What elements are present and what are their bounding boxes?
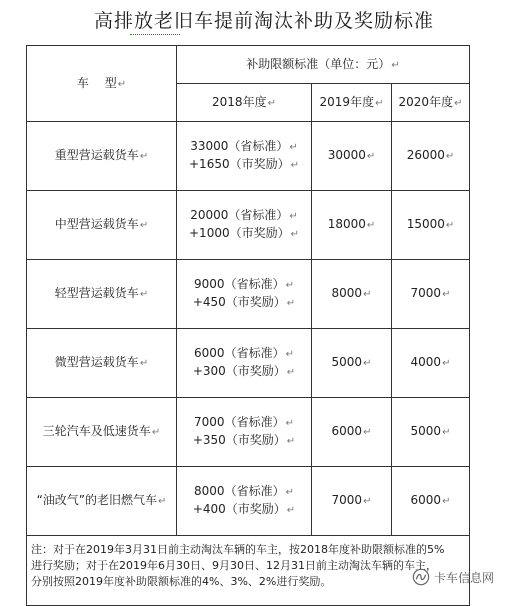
paragraph-mark-icon: ↵ bbox=[445, 220, 455, 231]
paragraph-mark-icon: ↵ bbox=[139, 220, 149, 231]
paragraph-mark-icon: ↵ bbox=[286, 436, 296, 447]
year-2018-cell: 33000（省标准）↵ +1650（市奖励）↵ bbox=[177, 122, 312, 191]
paragraph-mark-icon: ↵ bbox=[285, 487, 294, 498]
vehicle-type-cell: 三轮汽车及低速货车↵ bbox=[27, 398, 177, 467]
year-2020-cell: 7000↵ bbox=[392, 260, 470, 329]
year-2020-cell: 5000↵ bbox=[392, 398, 470, 467]
paragraph-mark-icon: ↵ bbox=[286, 505, 296, 516]
watermark bbox=[412, 566, 494, 588]
year-2018-cell: 8000（省标准）↵ +400（市奖励）↵ bbox=[177, 467, 312, 536]
table-note bbox=[27, 536, 470, 606]
paragraph-mark-icon: ↵ bbox=[267, 97, 276, 109]
paragraph-mark-icon: ↵ bbox=[151, 427, 161, 438]
year-2018-cell: 6000（省标准）↵ +300（市奖励）↵ bbox=[177, 329, 312, 398]
paragraph-mark-icon: ↵ bbox=[289, 211, 298, 222]
header-row-1 bbox=[27, 46, 470, 84]
paragraph-mark-icon: ↵ bbox=[375, 97, 384, 109]
table-row bbox=[27, 191, 470, 260]
year-2020-cell: 26000↵ bbox=[392, 122, 470, 191]
wechat-channel-icon bbox=[412, 568, 430, 586]
paragraph-mark-icon: ↵ bbox=[139, 358, 149, 369]
vehicle-type-cell: 中型营运载货车↵ bbox=[27, 191, 177, 260]
paragraph-mark-icon: ↵ bbox=[285, 349, 294, 360]
year-2018-cell: 20000（省标准）↵ +1000（市奖励）↵ bbox=[177, 191, 312, 260]
paragraph-mark-icon: ↵ bbox=[366, 151, 376, 162]
year-2019-cell: 8000↵ bbox=[312, 260, 392, 329]
paragraph-mark-icon: ↵ bbox=[286, 367, 296, 378]
header-year-2020: 2020年度↵ bbox=[392, 84, 470, 122]
note-line: 注：对于在2019年3月31日前主动淘汰车辆的车主，按2018年度补助限额标准的5% bbox=[31, 543, 445, 556]
table-row bbox=[27, 122, 470, 191]
paragraph-mark-icon: ↵ bbox=[285, 418, 294, 429]
paragraph-mark-icon: ↵ bbox=[117, 78, 127, 90]
paragraph-mark-icon: ↵ bbox=[286, 298, 296, 309]
paragraph-mark-icon: ↵ bbox=[363, 496, 372, 507]
paragraph-mark-icon: ↵ bbox=[363, 289, 372, 300]
year-2020-cell: 4000↵ bbox=[392, 329, 470, 398]
paragraph-mark-icon: ↵ bbox=[442, 496, 451, 507]
paragraph-mark-icon: ↵ bbox=[363, 358, 372, 369]
vehicle-type-cell: 微型营运载货车↵ bbox=[27, 329, 177, 398]
paragraph-mark-icon: ↵ bbox=[290, 160, 299, 171]
paragraph-mark-icon: ↵ bbox=[442, 427, 451, 438]
vehicle-type-cell: 重型营运载货车↵ bbox=[27, 122, 177, 191]
year-2019-cell: 30000↵ bbox=[312, 122, 392, 191]
year-2018-cell: 9000（省标准）↵ +450（市奖励）↵ bbox=[177, 260, 312, 329]
year-2019-cell: 6000↵ bbox=[312, 398, 392, 467]
paragraph-mark-icon: ↵ bbox=[290, 229, 299, 240]
header-year-2019: 2019年度↵ bbox=[312, 84, 392, 122]
paragraph-mark-icon: ↵ bbox=[139, 151, 149, 162]
year-2019-cell: 5000↵ bbox=[312, 329, 392, 398]
paragraph-mark-icon: ↵ bbox=[285, 280, 294, 291]
watermark-text: 卡车信息网 bbox=[434, 570, 495, 585]
vehicle-type-cell: “油改气”的老旧燃气车↵ bbox=[27, 467, 177, 536]
spellcheck-underline bbox=[130, 32, 180, 35]
paragraph-mark-icon: ↵ bbox=[363, 427, 372, 438]
paragraph-mark-icon: ↵ bbox=[289, 142, 298, 153]
paragraph-mark-icon: ↵ bbox=[454, 97, 463, 109]
year-2020-cell: 15000↵ bbox=[392, 191, 470, 260]
subsidy-table bbox=[26, 45, 470, 606]
year-2020-cell: 6000↵ bbox=[392, 467, 470, 536]
paragraph-mark-icon: ↵ bbox=[442, 289, 451, 300]
note-line: 进行奖励；对于在2019年6月30日、9月30日、12月31日前主动淘汰车辆的车主， bbox=[31, 559, 437, 572]
year-2019-cell: 7000↵ bbox=[312, 467, 392, 536]
table-row bbox=[27, 467, 470, 536]
paragraph-mark-icon: ↵ bbox=[391, 59, 400, 71]
table-row bbox=[27, 398, 470, 467]
year-2019-cell: 18000↵ bbox=[312, 191, 392, 260]
paragraph-mark-icon: ↵ bbox=[445, 151, 455, 162]
header-vehicle-type: 车 型↵ bbox=[27, 46, 177, 122]
table-row bbox=[27, 329, 470, 398]
header-year-2018: 2018年度↵ bbox=[177, 84, 312, 122]
paragraph-mark-icon: ↵ bbox=[139, 289, 149, 300]
paragraph-mark-icon: ↵ bbox=[366, 220, 376, 231]
table-row bbox=[27, 260, 470, 329]
header-subsidy-standard: 补助限额标准（单位：元）↵ bbox=[177, 46, 470, 84]
note-row bbox=[27, 536, 470, 606]
paragraph-mark-icon: ↵ bbox=[158, 496, 167, 507]
year-2018-cell: 7000（省标准）↵ +350（市奖励）↵ bbox=[177, 398, 312, 467]
page-title: 高排放老旧车提前淘汰补助及奖励标准 bbox=[93, 10, 434, 32]
note-line: 分别按照2019年度补助限额标准的4%、3%、2%进行奖励。 bbox=[31, 575, 332, 588]
vehicle-type-cell: 轻型营运载货车↵ bbox=[27, 260, 177, 329]
paragraph-mark-icon: ↵ bbox=[442, 358, 451, 369]
